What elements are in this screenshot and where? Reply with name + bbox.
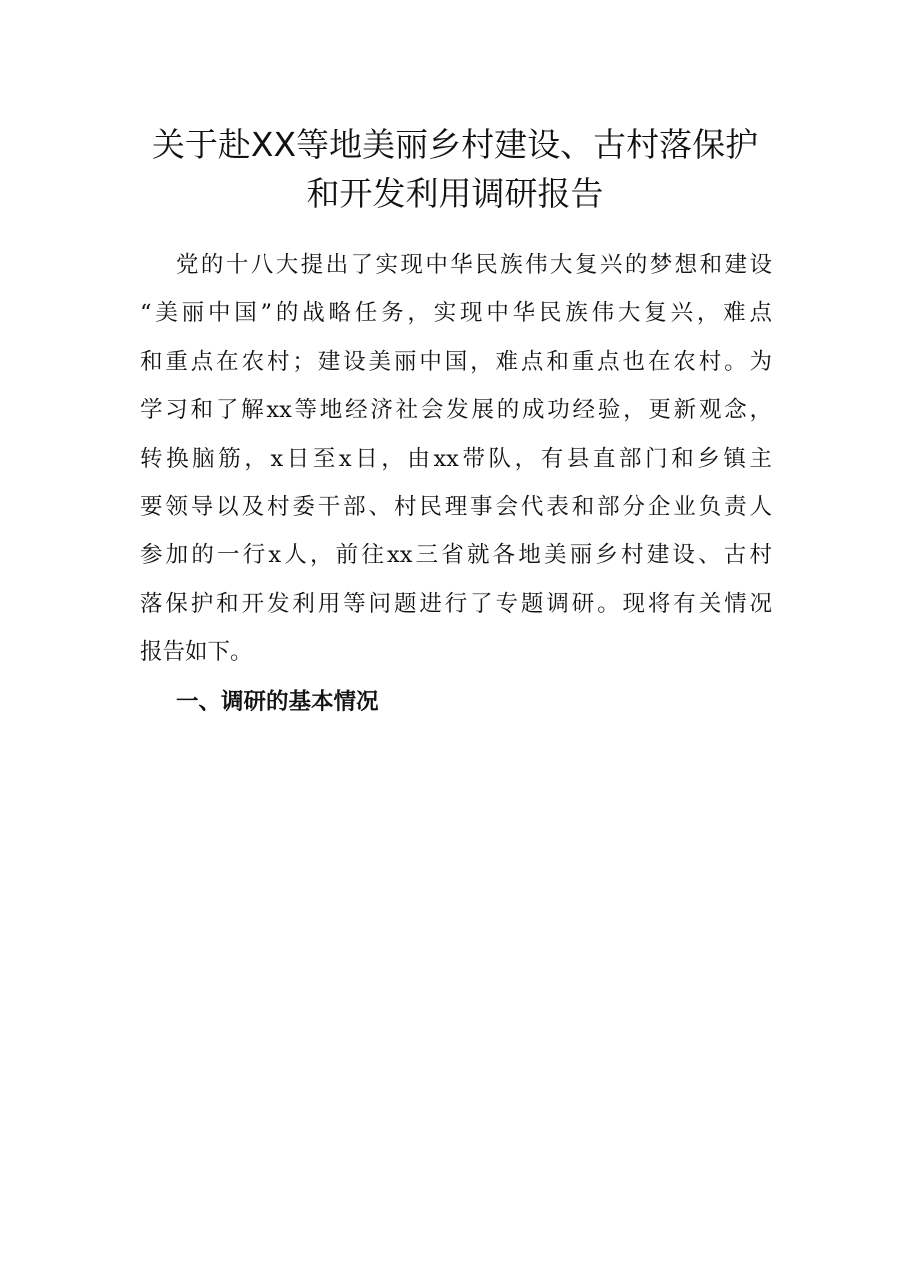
paragraph-line: 和重点在农村；建设美丽中国，难点和重点也在农村。为: [140, 348, 772, 375]
title-line-1: 关于赴XX等地美丽乡村建设、古村落保护: [151, 125, 759, 164]
document-title: [120, 120, 790, 218]
paragraph-line: 报告如下。: [140, 639, 253, 666]
paragraph-line: 党的十八大提出了实现中华民族伟大复兴的梦想和建设: [176, 252, 772, 278]
paragraph-line: “美丽中国”的战略任务，实现中华民族伟大复兴，难点: [140, 300, 772, 327]
paragraph-line: 要领导以及村委干部、村民理事会代表和部分企业负责人: [140, 494, 772, 521]
paragraph-line: 落保护和开发利用等问题进行了专题调研。现将有关情况: [140, 590, 772, 617]
paragraph-line: 参加的一行x人，前往xx三省就各地美丽乡村建设、古村: [140, 542, 772, 569]
paragraph-line: 学习和了解xx等地经济社会发展的成功经验，更新观念，: [140, 397, 772, 424]
paragraph-line: 转换脑筋，x日至x日，由xx带队，有县直部门和乡镇主: [140, 445, 772, 472]
title-line-2: 和开发利用调研报告: [306, 174, 604, 213]
section-heading: 一、调研的基本情况: [176, 689, 379, 715]
intro-paragraph: [140, 241, 772, 677]
